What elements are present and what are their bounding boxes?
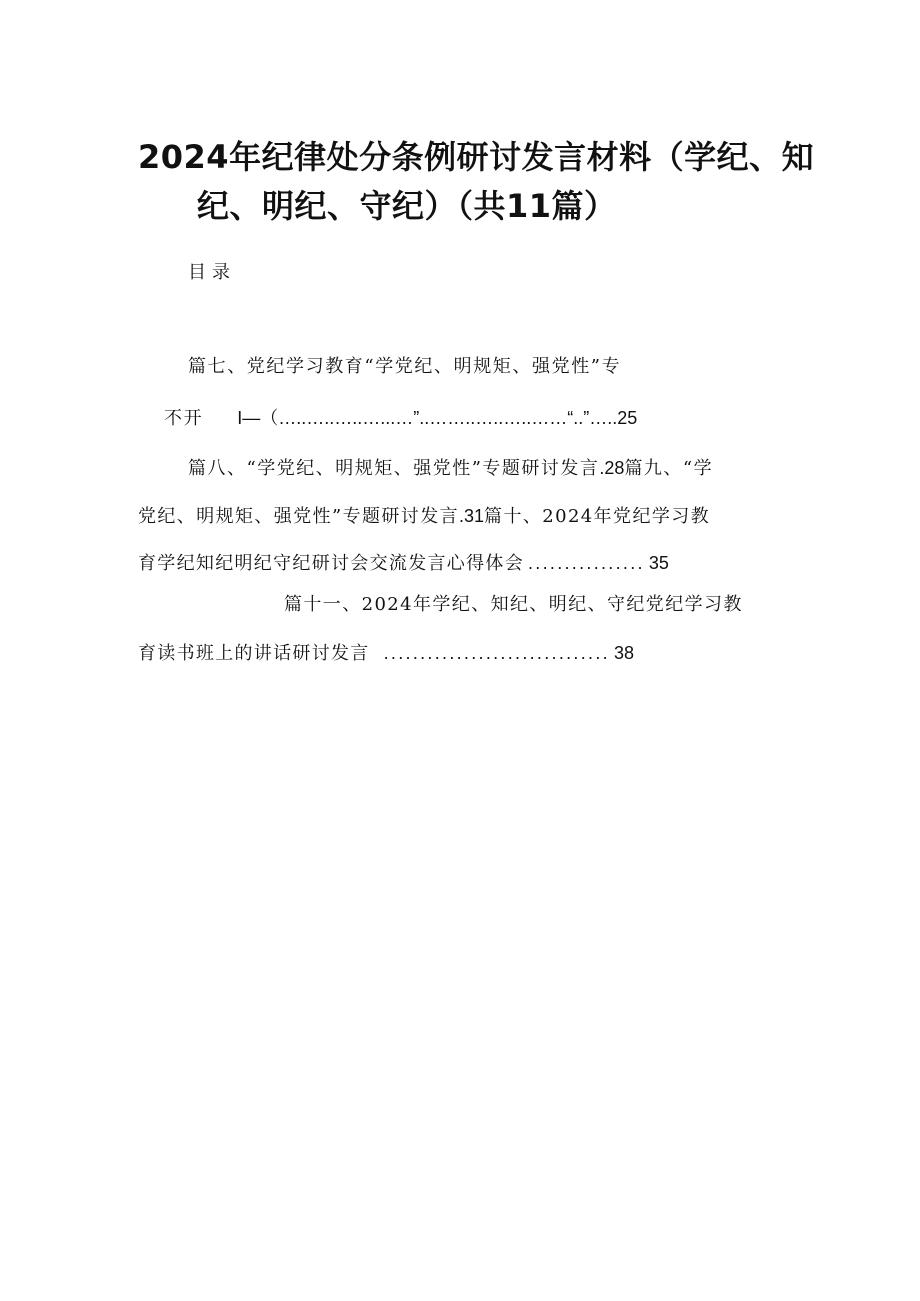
toc-entry-text: 篇十、2024年党纪学习教	[484, 506, 711, 527]
toc-entry-text: 篇七、党纪学习教育“学党纪、明规矩、强党性”专	[188, 356, 622, 377]
toc-dot-leader: ................	[528, 553, 645, 573]
toc-line-5	[138, 550, 669, 577]
toc-line-1	[188, 354, 621, 380]
toc-line-4	[138, 503, 710, 530]
toc-entry-text: 不开	[164, 408, 204, 429]
toc-heading: 目录	[188, 262, 236, 283]
toc-page-number: .31	[459, 506, 485, 526]
toc-line-3	[188, 455, 713, 482]
toc-entry-text: 篇八、“学党纪、明规矩、强党性”专题研讨发言	[188, 458, 600, 479]
toc-page-number: 35	[648, 553, 669, 573]
toc-line-7	[138, 640, 634, 667]
toc-entry-text: 育读书班上的讲话研讨发言	[138, 643, 370, 664]
toc-page-number: 25	[617, 408, 638, 428]
toc-garbled-leader: I—（…..…..…..…...…”..……..…..…..……“..”…..	[237, 408, 618, 428]
toc-entry-text: 党纪、明规矩、强党性”专题研讨发言	[138, 506, 460, 527]
toc-line-6	[284, 592, 743, 618]
toc-dot-leader: ...............................	[383, 643, 610, 663]
document-title-line-1: 2024年纪律处分条例研讨发言材料（学纪、知	[138, 138, 815, 176]
document-title-line-2: 纪、明纪、守纪）（共11篇）	[197, 187, 617, 225]
toc-page-number: .28	[599, 458, 625, 478]
toc-line-2	[164, 405, 637, 432]
toc-entry-text: 育学纪知纪明纪守纪研讨会交流发言心得体会	[138, 553, 524, 574]
toc-page-number: 38	[613, 643, 634, 663]
toc-entry-text: 篇九、“学	[624, 458, 714, 479]
toc-entry-text: 篇十一、2024年学纪、知纪、明纪、守纪党纪学习教	[284, 594, 743, 615]
